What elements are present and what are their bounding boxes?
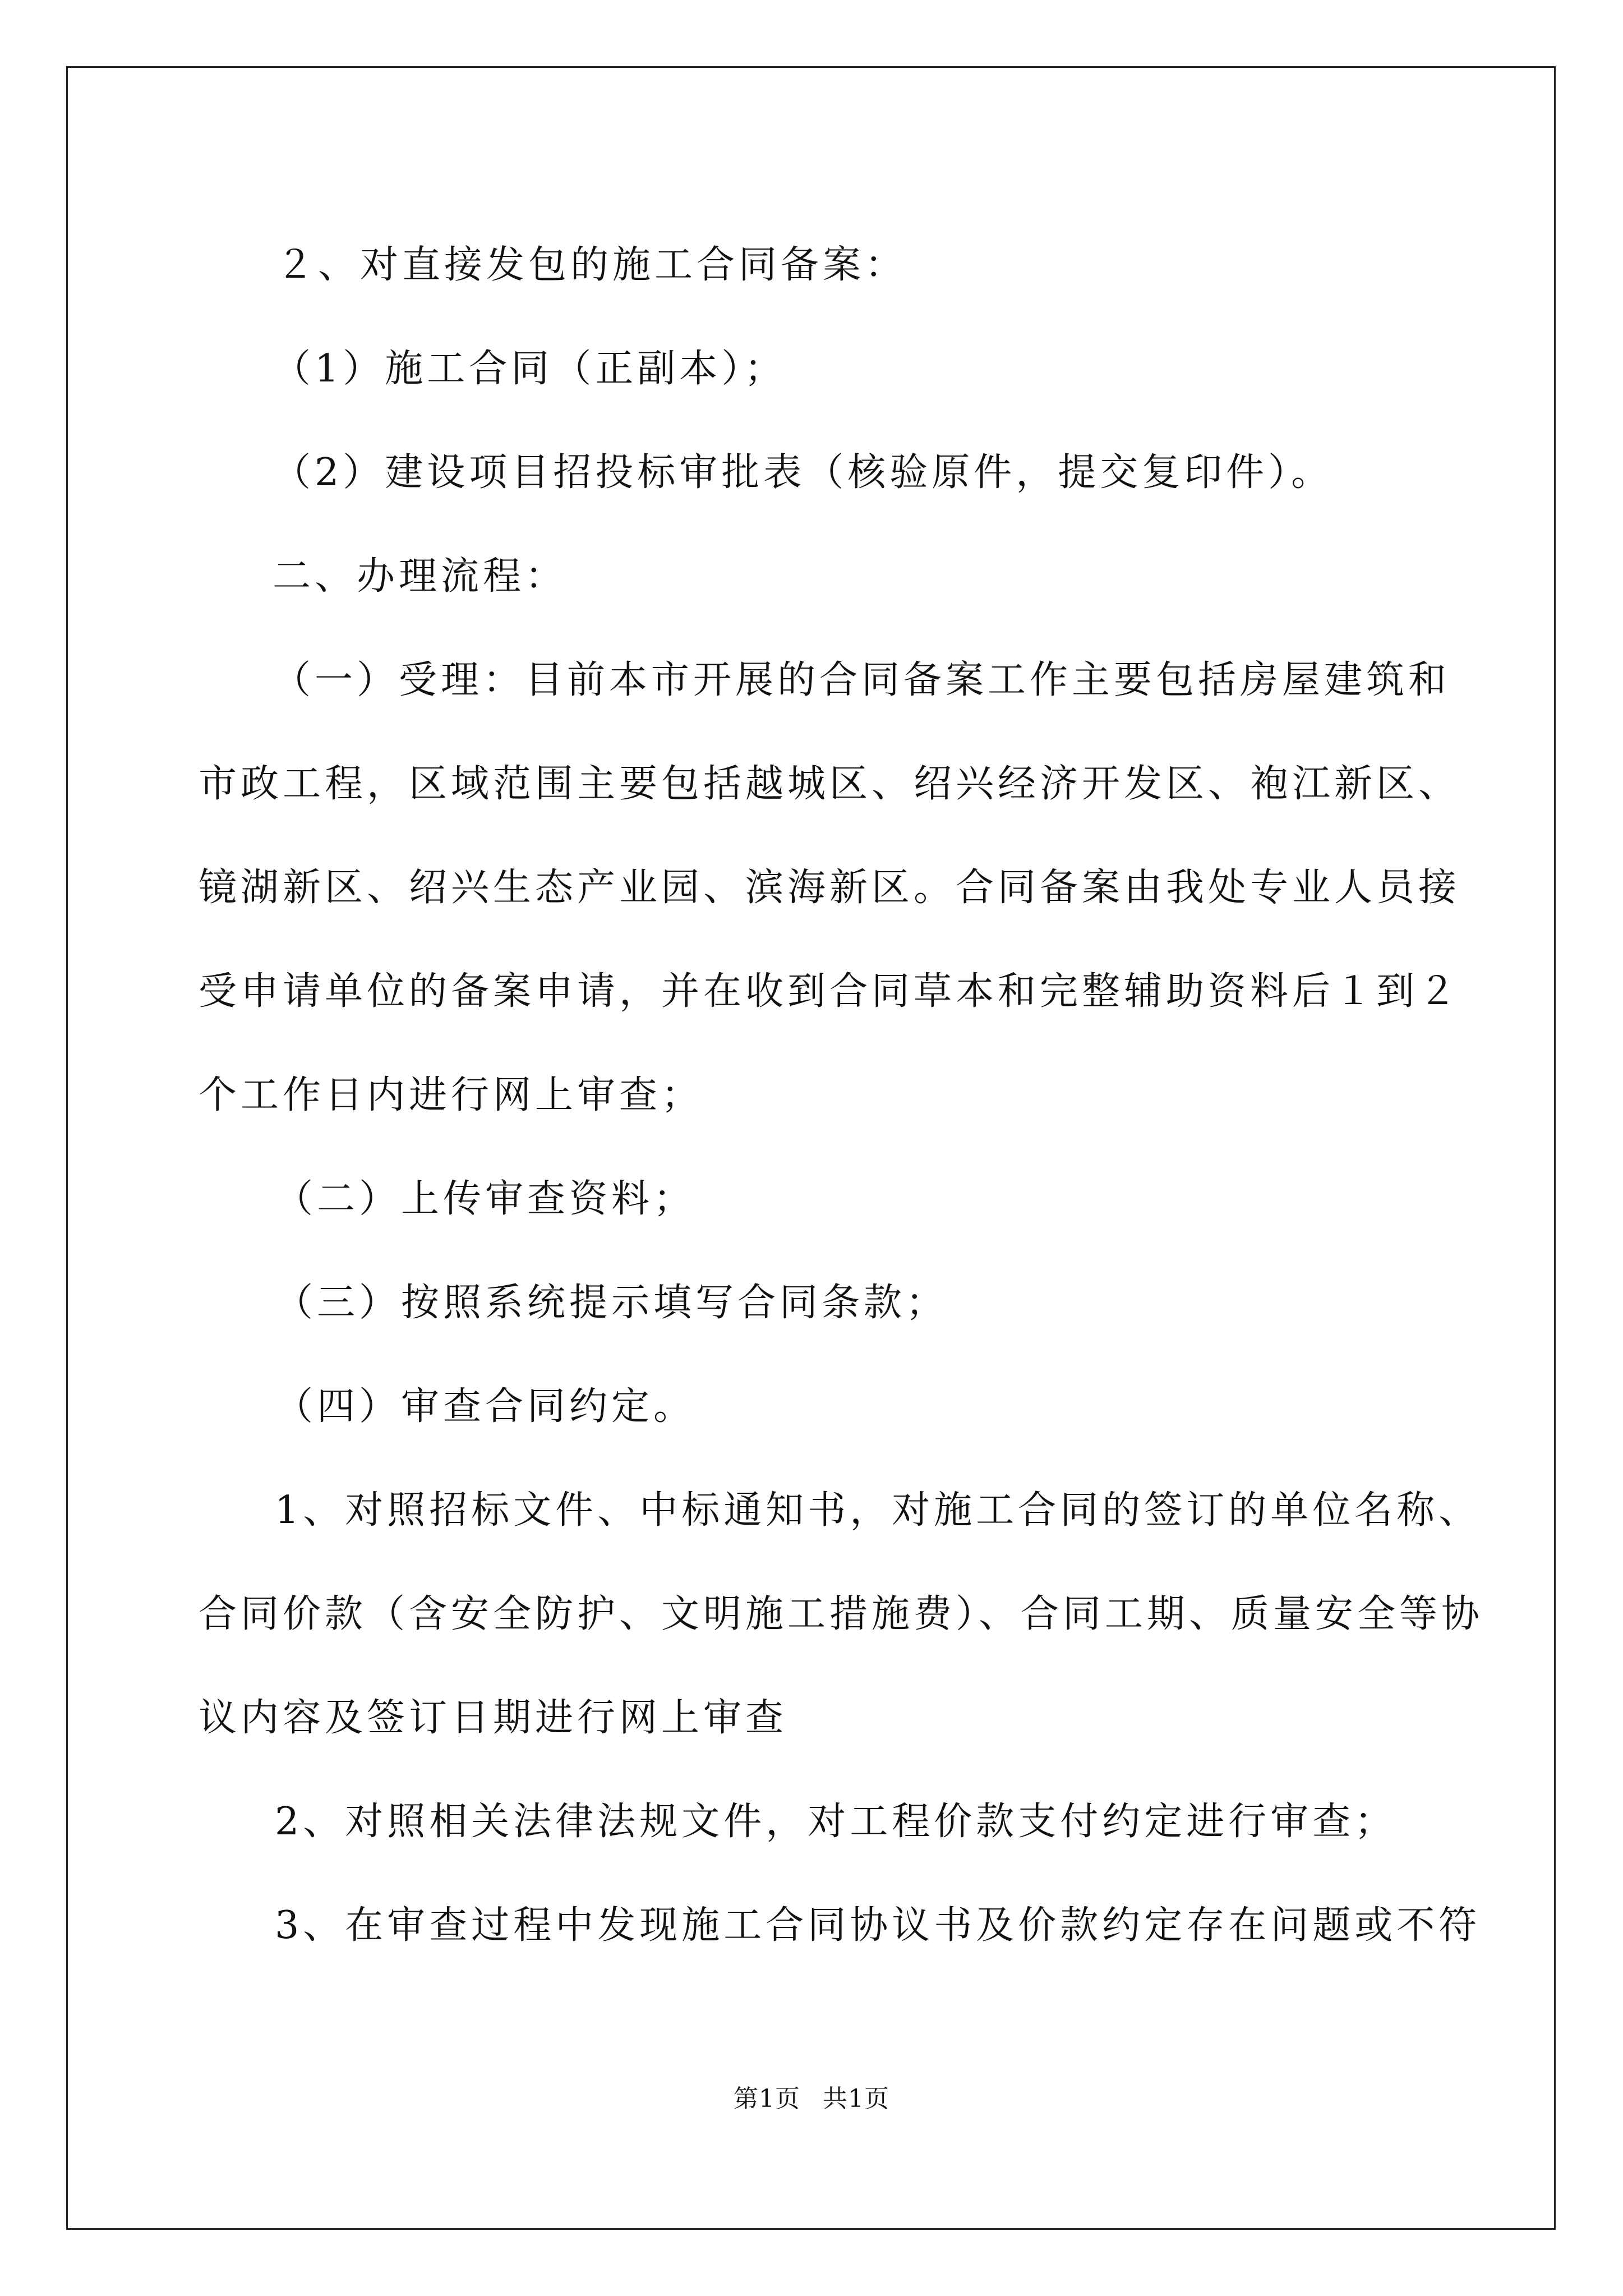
page-footer [0,2083,1623,2115]
paragraph-line: 镜湖新区、绍兴生态产业园、滨海新区。合同备案由我处专业人员接 [199,866,1461,910]
paragraph-line: 受申请单位的备案申请，并在收到合同草本和完整辅助资料后１到２ [199,969,1461,1014]
section-heading: 二、办理流程： [273,554,568,599]
paragraph-line: 3、在审查过程中发现施工合同协议书及价款约定存在问题或不符 [275,1903,1481,1948]
paragraph-line: （四）审查合同约定。 [275,1384,696,1429]
page-total: 共1页 [823,2085,889,2113]
paragraph-line: 1、对照招标文件、中标通知书，对施工合同的签订的单位名称、 [275,1488,1481,1533]
paragraph-line: 个工作日内进行网上审查； [199,1073,704,1117]
document-body [199,213,1484,1977]
paragraph-line: （一）受理：目前本市开展的合同备案工作主要包括房屋建筑和 [273,658,1451,702]
paragraph-line: 2、对照相关法律法规文件，对工程价款支付约定进行审查； [275,1800,1397,1844]
paragraph-line: ２、对直接发包的施工合同备案： [276,243,907,287]
paragraph-line: 议内容及签订日期进行网上审查 [199,1696,788,1740]
paragraph-line: （1）施工合同（正副本）； [273,347,787,391]
page-number: 第1页 [734,2085,800,2113]
paragraph-line: （三）按照系统提示填写合同条款； [275,1281,948,1325]
paragraph-line: （二）上传审查资料； [275,1177,696,1221]
paragraph-line: 合同价款（含安全防护、文明施工措施费）、合同工期、质量安全等协 [199,1592,1484,1636]
paragraph-line: （2）建设项目招投标审批表（核验原件，提交复印件）。 [273,450,1334,495]
paragraph-line: 市政工程，区域范围主要包括越城区、绍兴经济开发区、袍江新区、 [199,762,1461,806]
